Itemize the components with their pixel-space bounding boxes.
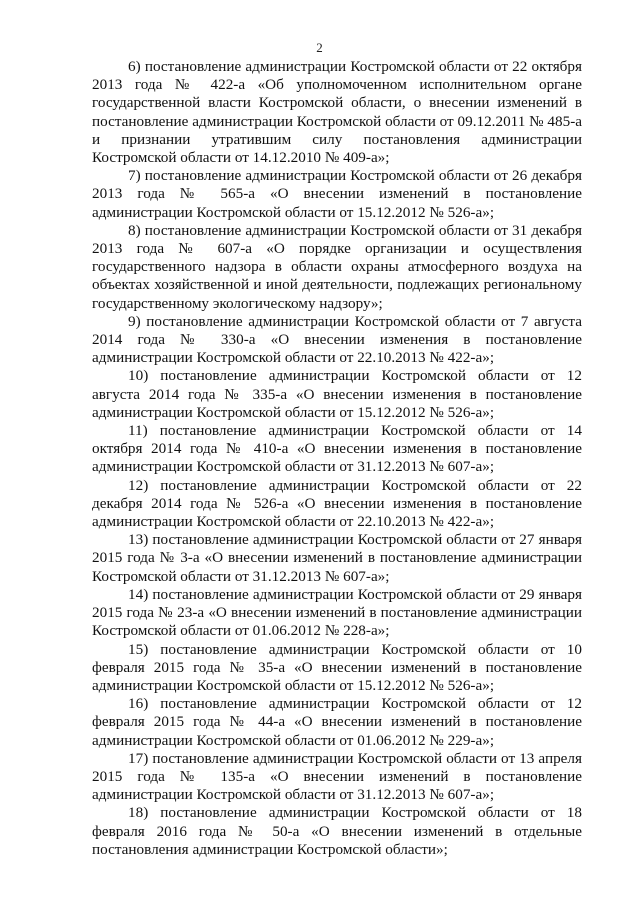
list-item-16: 16) постановление администрации Костромской области от 12 февраля 2015 года № 44-а «О внесении изменений в постановление администрации Костромской области от 01.06.2012 № 229-а»; <box>92 695 582 749</box>
list-item-18: 18) постановление администрации Костромской области от 18 февраля 2016 года № 50-а «О внесении изменений в отдельные постановления администрации Костромской области»; <box>92 804 582 858</box>
list-item-9: 9) постановление администрации Костромской области от 7 августа 2014 года № 330-а «О внесении изменения в постановление администрации Костромской области от 22.10.2013 № 422-а»; <box>92 312 582 367</box>
list-item-15: 15) постановление администрации Костромской области от 10 февраля 2015 года № 35-а «О внесении изменений в постановление администрации Костромской области от 15.12.2012 № 526-а»; <box>92 640 582 694</box>
list-item-13: 13) постановление администрации Костромской области от 27 января 2015 года № 3-а «О внесении изменений в постановление администрации Костромской области от 31.12.2013 № 607-а»; <box>92 531 582 585</box>
page-number: 2 <box>316 40 323 55</box>
list-item-11: 11) постановление администрации Костромской области от 14 октября 2014 года № 410-а «О внесении изменения в постановление администрации Костромской области от 31.12.2013 № 607-а»; <box>92 422 582 476</box>
list-item-7: 7) постановление администрации Костромской области от 26 декабря 2013 года № 565-а «О внесении изменений в постановление администрации Костромской области от 15.12.2012 № 526-а»; <box>92 167 582 221</box>
list-item-14: 14) постановление администрации Костромской области от 29 января 2015 года № 23-а «О внесении изменений в постановление администрации Костромской области от 01.06.2012 № 228-а»; <box>92 585 582 640</box>
document-body <box>92 58 582 859</box>
list-item-6: 6) постановление администрации Костромской области от 22 октября 2013 года № 422-а «Об уполномоченном исполнительном органе государственной власти Костромской области, о внесении изменений в постановление администрации Костромской области от 09.12.2011 № 485-а и признании утратившим силу постановления администрации Костромской области от 14.12.2010 № 409-а»; <box>92 58 582 167</box>
list-item-12: 12) постановление администрации Костромской области от 22 декабря 2014 года № 526-а «О внесении изменения в постановление администрации Костромской области от 22.10.2013 № 422-а»; <box>92 476 582 531</box>
list-item-10: 10) постановление администрации Костромской области от 12 августа 2014 года № 335-а «О внесении изменения в постановление администрации Костромской области от 15.12.2012 № 526-а»; <box>92 367 582 421</box>
list-item-17: 17) постановление администрации Костромской области от 13 апреля 2015 года № 135-а «О внесении изменений в постановление администрации Костромской области от 31.12.2013 № 607-а»; <box>92 749 582 804</box>
list-item-8: 8) постановление администрации Костромской области от 31 декабря 2013 года № 607-а «О порядке организации и осуществления государственного надзора в области охраны атмосферного воздуха на объектах хозяйственной и иной деятельности, подлежащих региональному государственному экологическому надзору»; <box>92 221 582 312</box>
